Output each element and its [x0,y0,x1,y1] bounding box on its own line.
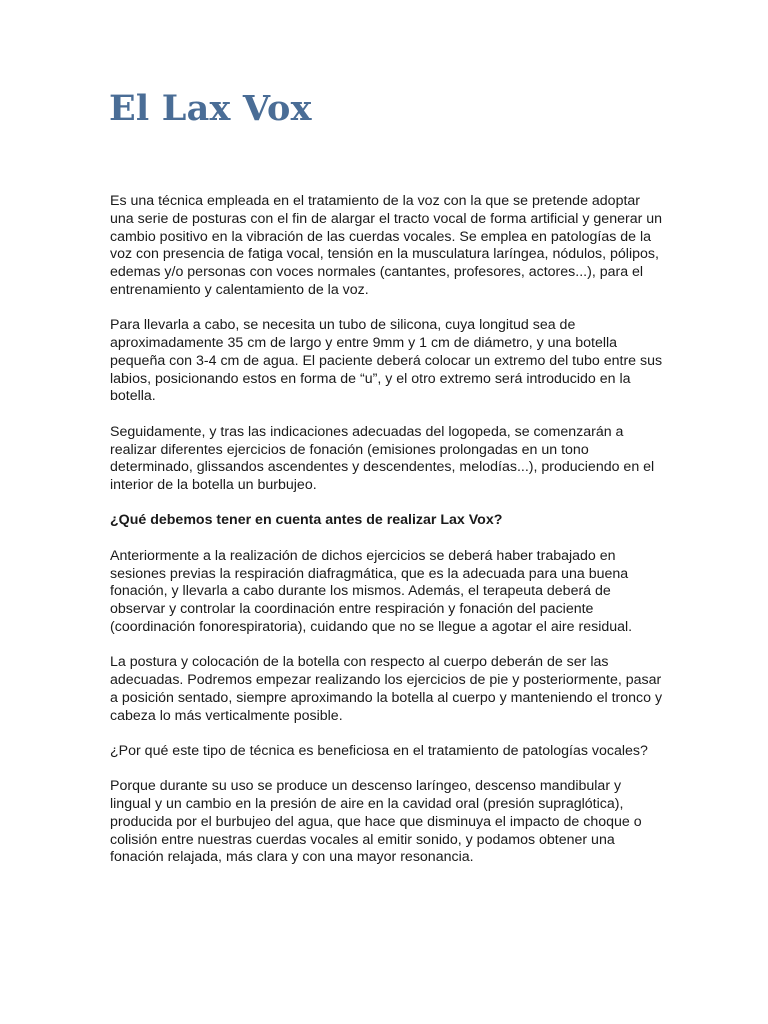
paragraph-posture: La postura y colocación de la botella con respecto al cuerpo deberán de ser las adecuadas. Podremos empezar realizando los ejercicios de pie y posteriormente, pasar a posición sentado, siempre aproximando la botella al cuerpo y manteniendo el tronco y cabeza lo más verticalmente posible. [110,654,663,724]
paragraph-exercises: Seguidamente, y tras las indicaciones adecuadas del logopeda, se comenzarán a realizar diferentes ejercicios de fonación (emisiones prolongadas en un tono determinado, glissandos ascendentes y descendentes, melodías...), produciendo en el interior de la botella un burbujeo. [110,423,655,494]
paragraph-breathing: Anteriormente a la realización de dichos ejercicios se deberá haber trabajado en sesiones previas la respiración diafragmática, que es la adecuada para una buena fonación, y llevarla a cabo durante los mismos. Además, el terapeuta deberá de observar y controlar la coordinación entre respiración y fonación del paciente (coordinación fonorespiratoria), cuidando que no se llegue a agotar el aire residual. [110,547,633,635]
paragraph-intro: Es una técnica empleada en el tratamiento de la voz con la que se pretende adoptar una serie de posturas con el fin de alargar el tracto vocal de forma artificial y generar un cambio positivo en la vibración de las cuerdas vocales. Se emplea en patologías de la voz con presencia de fatiga vocal, tensión en la musculatura laríngea, nódulos, pólipos, edemas y/o personas con voces normales (cantantes, profesores, actores...), para el entrenamiento y calentamiento de la voz. [110,193,663,298]
document-body [110,193,666,885]
section-question-benefits: ¿Por qué este tipo de técnica es beneficiosa en el tratamiento de patologías vocales? [110,742,648,759]
paragraph-materials: Para llevarla a cabo, se necesita un tubo de silicona, cuya longitud sea de aproximadamente 35 cm de largo y entre 9mm y 1 cm de diámetro, y una botella pequeña con 3-4 cm de agua. El paciente deberá colocar un extremo del tubo entre sus labios, posicionando estos en forma de “u”, y el otro extremo será introducido en la botella. [110,317,663,405]
paragraph-benefits: Porque durante su uso se produce un descenso laríngeo, descenso mandibular y lingual y un cambio en la presión de aire en la cavidad oral (presión supraglótica), producida por el burbujeo del agua, que hace que disminuya el impacto de choque o colisión entre nuestras cuerdas vocales al emitir sonido, y podamos obtener una fonación relajada, más clara y con una mayor resonancia. [110,778,642,866]
page-title: El Lax Vox [109,88,312,129]
section-heading-considerations: ¿Qué debemos tener en cuenta antes de realizar Lax Vox? [110,512,503,529]
